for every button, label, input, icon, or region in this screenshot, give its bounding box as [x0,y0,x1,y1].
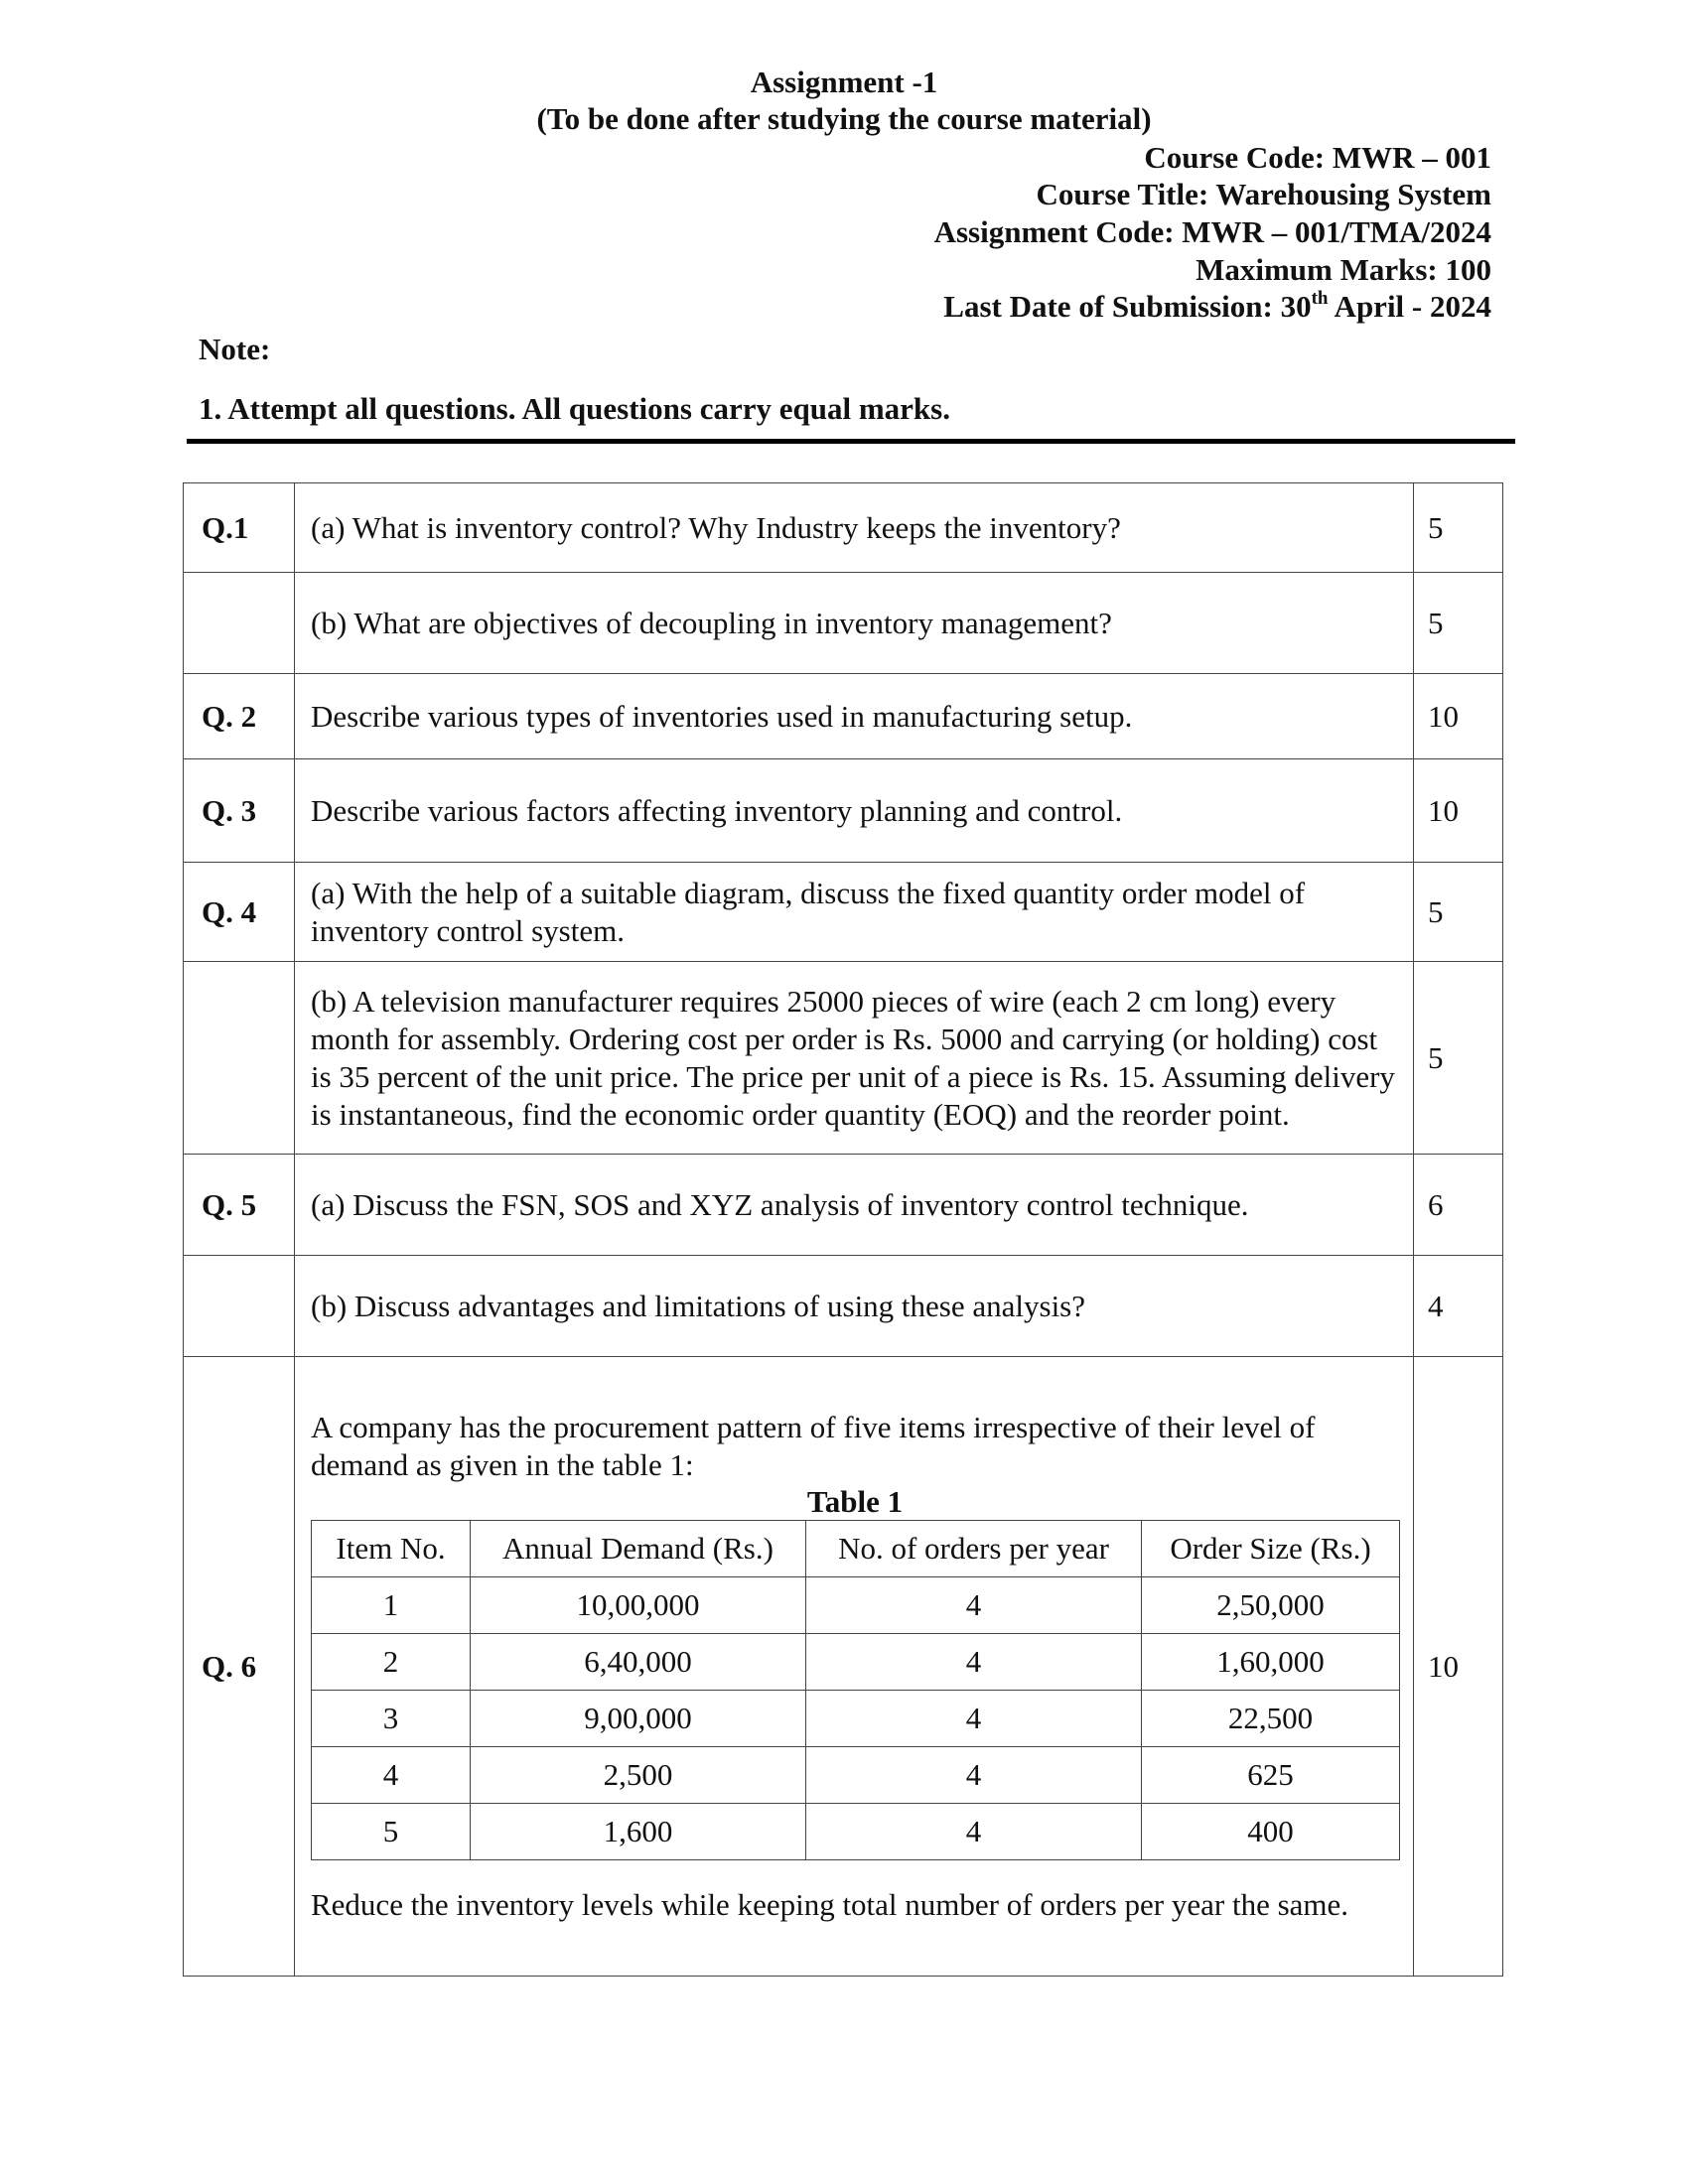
questions-table [183,482,1503,1977]
table-cell: 6,40,000 [471,1634,806,1691]
table-cell: 4 [806,1634,1142,1691]
course-title: Course Title: Warehousing System [1036,177,1491,211]
table-cell: 9,00,000 [471,1691,806,1747]
question-marks: 10 [1414,759,1503,863]
q5b-row [184,1256,1503,1357]
question-number-empty [184,1256,295,1357]
table-cell: 2,500 [471,1747,806,1804]
last-date-prefix: Last Date of Submission: 30 [943,289,1312,324]
table-row [312,1577,1400,1634]
question-marks: 10 [1414,674,1503,759]
table-cell: 4 [806,1691,1142,1747]
question-marks: 4 [1414,1256,1503,1357]
column-header: Item No. [312,1521,471,1577]
table-cell: 4 [806,1804,1142,1860]
question-marks: 6 [1414,1155,1503,1256]
question-number: Q. 5 [184,1155,295,1256]
last-date-ordinal: th [1311,288,1329,309]
table-cell: 4 [312,1747,471,1804]
table-row [312,1747,1400,1804]
question-text: (a) What is inventory control? Why Industry keeps the inventory? [295,483,1414,573]
table-cell: 400 [1142,1804,1400,1860]
maximum-marks: Maximum Marks: 100 [1196,252,1491,287]
question-number: Q. 4 [184,863,295,962]
q4b-row [184,962,1503,1155]
q6-row [184,1357,1503,1977]
q5a-row [184,1155,1503,1256]
q1a-row [184,483,1503,573]
table-cell: 1,60,000 [1142,1634,1400,1691]
note-item-1: 1. Attempt all questions. All questions carry equal marks. [199,391,950,426]
question-text: (b) A television manufacturer requires 25000 pieces of wire (each 2 cm long) every month for assembly. Ordering cost per order is Rs. 5000 and carrying (or holding) cost is 35 percent of the unit price. The price per unit of a piece is Rs. 15. Assuming delivery is instantaneous, find the economic order quantity (EOQ) and the reorder point. [295,962,1414,1155]
question-number: Q. 6 [184,1357,295,1977]
question-text: Describe various types of inventories used in manufacturing setup. [295,674,1414,759]
q2-row [184,674,1503,759]
question-text: (a) With the help of a suitable diagram, discuss the fixed quantity order model of inventory control system. [295,863,1414,962]
table-cell: 625 [1142,1747,1400,1804]
question-marks: 5 [1414,863,1503,962]
table-cell: 5 [312,1804,471,1860]
course-code: Course Code: MWR – 001 [1144,140,1491,175]
question-number: Q. 3 [184,759,295,863]
table-row [312,1634,1400,1691]
table-row [312,1804,1400,1860]
table-header-row [312,1521,1400,1577]
question-text: Describe various factors affecting inventory planning and control. [295,759,1414,863]
assignment-code: Assignment Code: MWR – 001/TMA/2024 [933,214,1491,249]
table-cell: 2,50,000 [1142,1577,1400,1634]
q3-row [184,759,1503,863]
table-cell: 1,600 [471,1804,806,1860]
question-body [295,1357,1414,1977]
table-cell: 4 [806,1577,1142,1634]
last-date-of-submission [943,288,1491,325]
last-date-suffix: April - 2024 [1328,289,1491,324]
question-text: (a) Discuss the FSN, SOS and XYZ analysis of inventory control technique. [295,1155,1414,1256]
question-text: (b) What are objectives of decoupling in inventory management? [295,573,1414,674]
table-cell: 10,00,000 [471,1577,806,1634]
column-header: No. of orders per year [806,1521,1142,1577]
procurement-table [311,1520,1400,1860]
column-header: Annual Demand (Rs.) [471,1521,806,1577]
question-marks: 5 [1414,483,1503,573]
table-cell: 1 [312,1577,471,1634]
question-text: (b) Discuss advantages and limitations of using these analysis? [295,1256,1414,1357]
header-divider [187,439,1515,444]
question-number: Q.1 [184,483,295,573]
table-cell: 4 [806,1747,1142,1804]
table-caption: Table 1 [806,1484,904,1519]
table-row [312,1691,1400,1747]
assignment-subtitle: (To be done after studying the course material) [536,101,1152,136]
question-number-empty [184,573,295,674]
q4a-row [184,863,1503,962]
column-header: Order Size (Rs.) [1142,1521,1400,1577]
question-outro: Reduce the inventory levels while keeping total number of orders per year the same. [311,1887,1349,1922]
question-number: Q. 2 [184,674,295,759]
question-marks: 5 [1414,573,1503,674]
table-cell: 2 [312,1634,471,1691]
table-cell: 22,500 [1142,1691,1400,1747]
assignment-title: Assignment -1 [750,65,938,99]
question-marks: 5 [1414,962,1503,1155]
note-label: Note: [199,332,271,366]
question-marks: 10 [1414,1357,1503,1977]
question-number-empty [184,962,295,1155]
question-intro: A company has the procurement pattern of five items irrespective of their level of demand as given in the table 1: [311,1410,1316,1482]
q1b-row [184,573,1503,674]
table-cell: 3 [312,1691,471,1747]
